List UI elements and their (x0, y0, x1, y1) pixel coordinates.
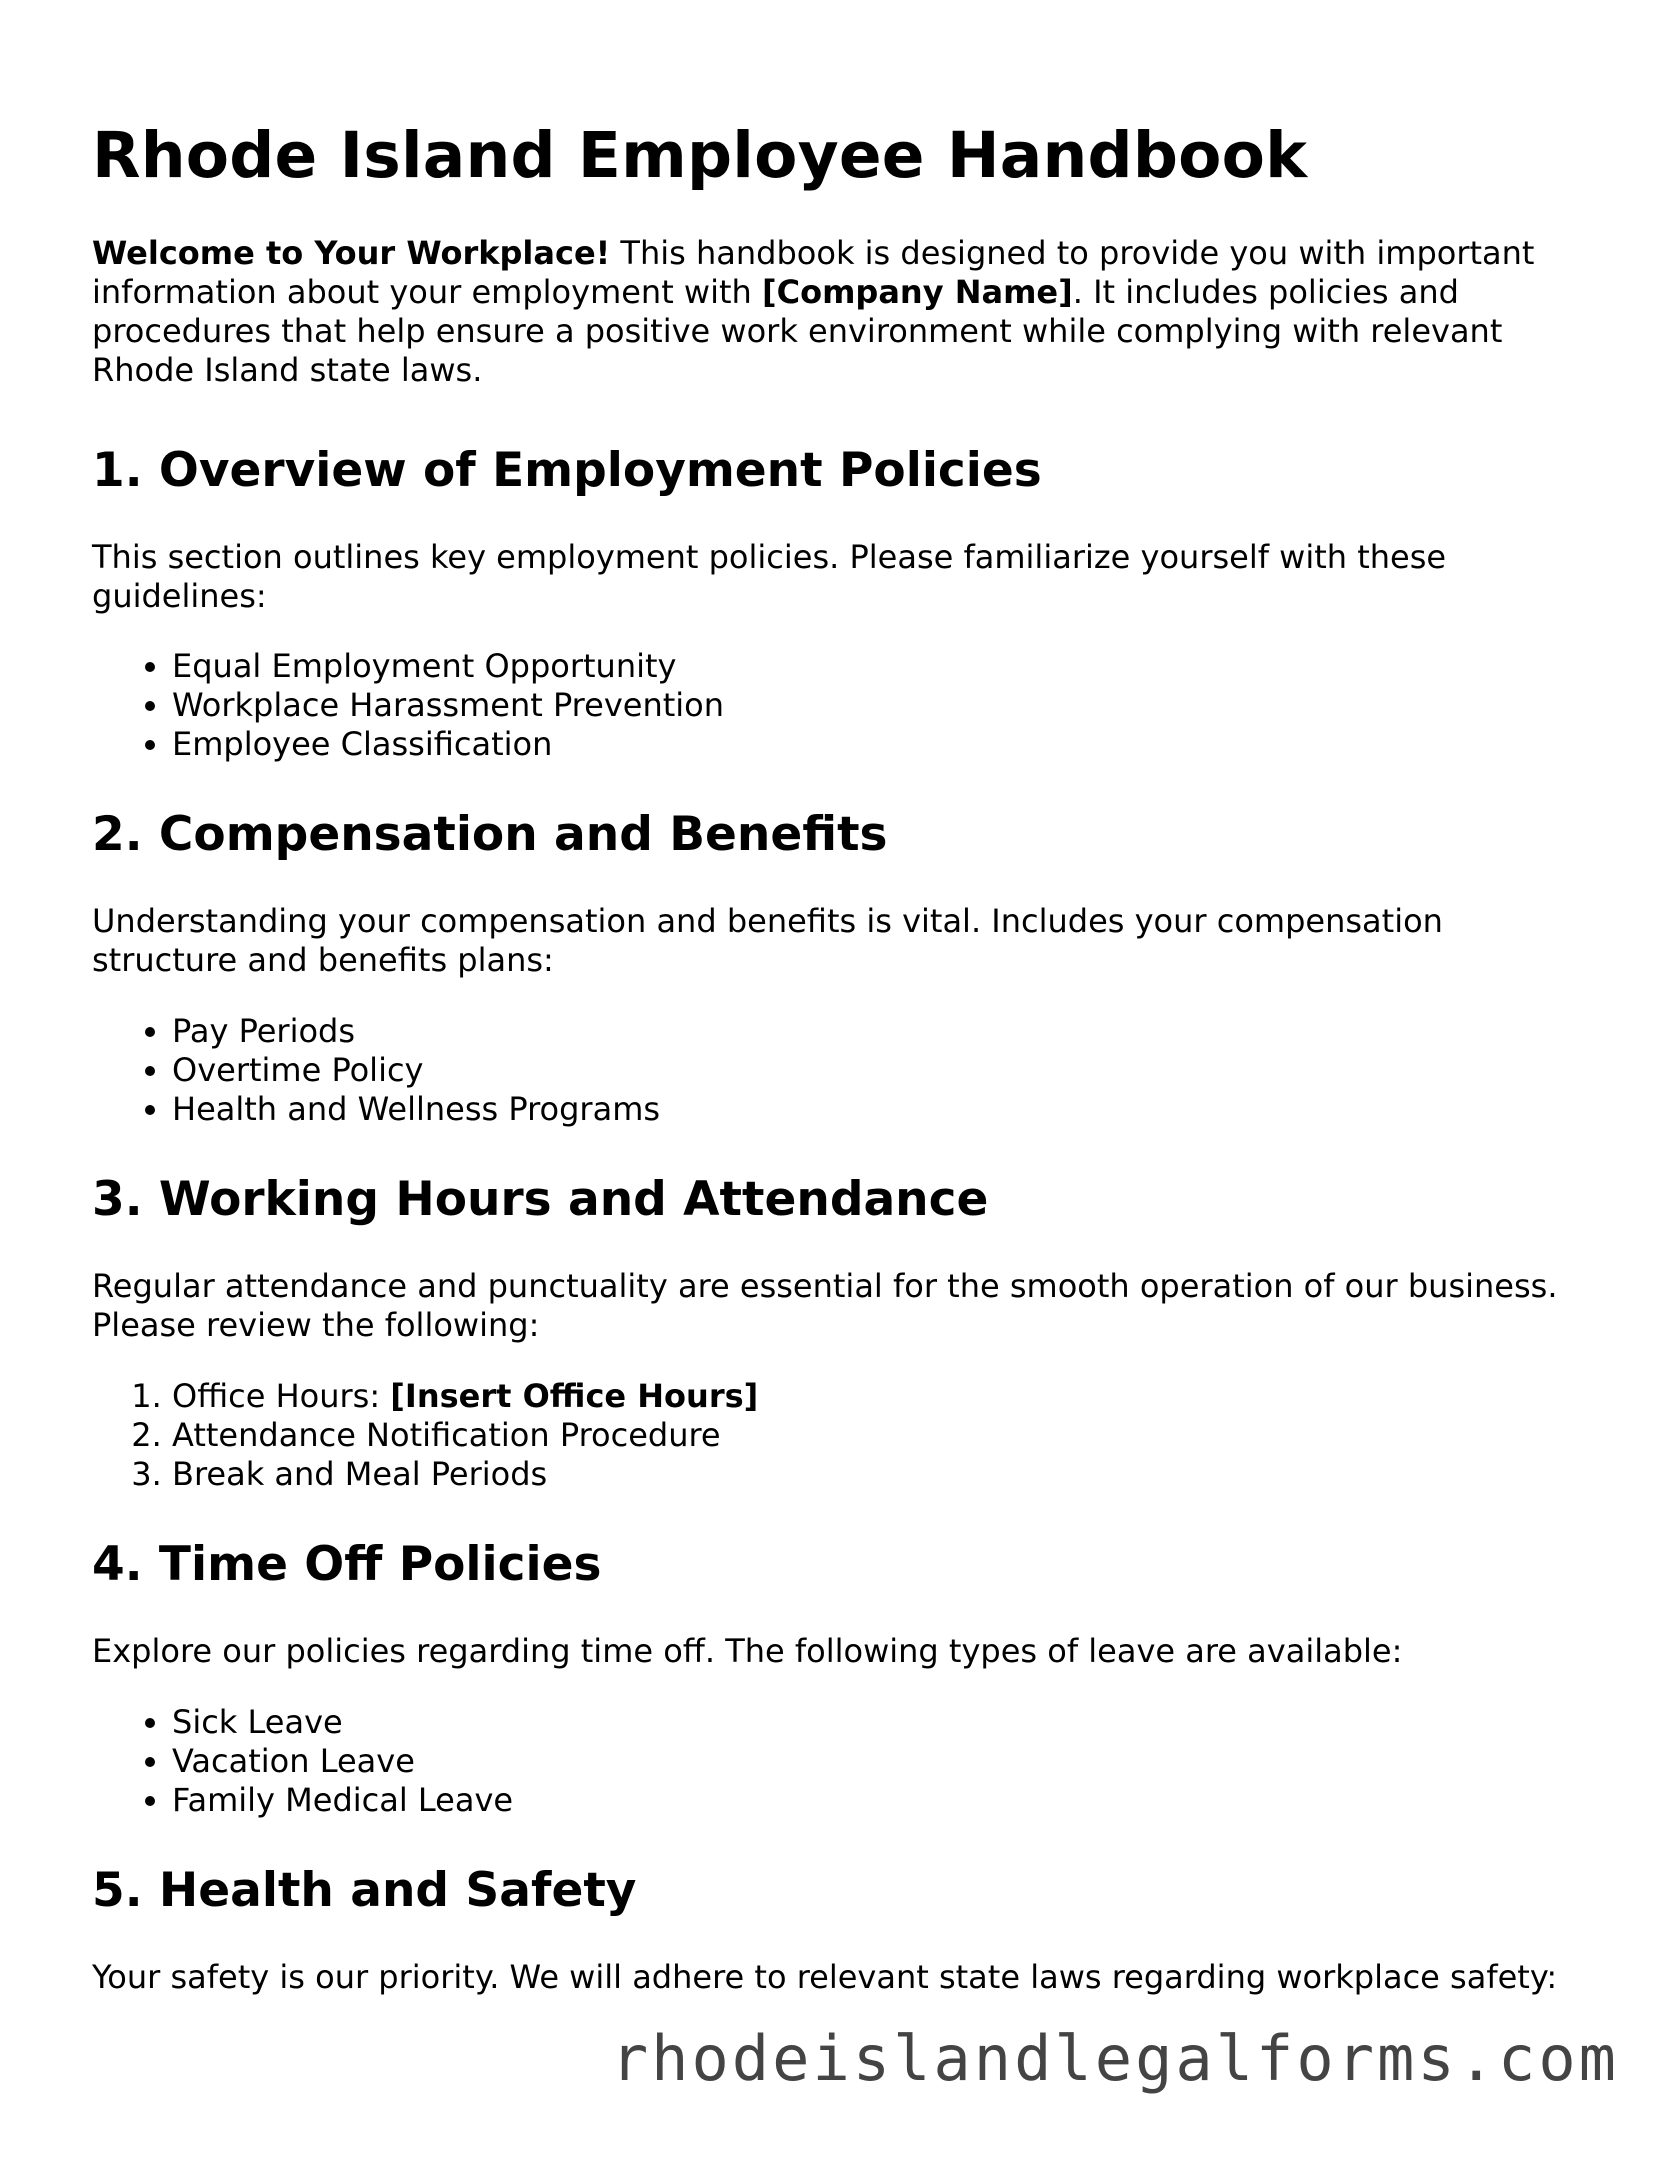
company-name-placeholder: [Company Name] (761, 273, 1073, 311)
section-heading: 1. Overview of Employment Policies (92, 443, 1042, 498)
list-item: • Employee Classification (172, 725, 1572, 764)
list-item (172, 1377, 1572, 1416)
section-heading: 4. Time Off Policies (92, 1537, 602, 1592)
page-title: Rhode Island Employee Handbook (92, 119, 1308, 192)
intro-paragraph (92, 234, 1572, 390)
section-heading: 3. Working Hours and Attendance (92, 1172, 989, 1227)
intro-lead: Welcome to Your Workplace! (92, 234, 611, 272)
list-item: • Vacation Leave (172, 1742, 1572, 1781)
list-item: • Workplace Harassment Prevention (172, 686, 1572, 725)
list-item: • Overtime Policy (172, 1051, 1572, 1090)
section-working-hours (92, 1171, 1572, 1494)
section-time-off (92, 1536, 1572, 1820)
intro-text-2: . It includes policies and procedures that help ensure a positive work environment while complying with relevant Rhode Island state laws. (92, 273, 1503, 389)
section-heading: 5. Health and Safety (92, 1863, 637, 1918)
numbered-list (92, 1377, 1572, 1494)
list-item: • Family Medical Leave (172, 1781, 1572, 1820)
watermark-text: rhodeislandlegalforms.com (610, 2022, 1619, 2095)
section-body: Regular attendance and punctuality are essential for the smooth operation of our business. Please review the following: (92, 1267, 1558, 1344)
bullet-list (92, 1012, 1572, 1129)
section-body: This section outlines key employment policies. Please familiarize yourself with these guidelines: (92, 538, 1447, 615)
list-item: 2. Attendance Notification Procedure (172, 1416, 1572, 1455)
section-body: Understanding your compensation and benefits is vital. Includes your compensation structure and benefits plans: (92, 902, 1443, 979)
list-item-prefix: Office Hours: (172, 1377, 391, 1415)
document-page (92, 0, 1572, 1997)
office-hours-placeholder: [Insert Office Hours] (390, 1377, 759, 1415)
list-item: 3. Break and Meal Periods (172, 1455, 1572, 1494)
section-heading: 2. Compensation and Benefits (92, 807, 888, 862)
list-item: • Equal Employment Opportunity (172, 647, 1572, 686)
list-item: • Pay Periods (172, 1012, 1572, 1051)
list-item: • Sick Leave (172, 1703, 1572, 1742)
intro-text-1: This handbook is designed to provide you with important information about your employment with (92, 234, 1535, 311)
section-body: Your safety is our priority. We will adhere to relevant state laws regarding workplace safety: (92, 1958, 1558, 1996)
section-body: Explore our policies regarding time off. The following types of leave are available: (92, 1632, 1403, 1670)
list-item: • Health and Wellness Programs (172, 1090, 1572, 1129)
section-health-safety (92, 1862, 1572, 1997)
section-overview (92, 442, 1572, 764)
bullet-list (92, 647, 1572, 764)
section-compensation (92, 806, 1572, 1129)
bullet-list (92, 1703, 1572, 1820)
